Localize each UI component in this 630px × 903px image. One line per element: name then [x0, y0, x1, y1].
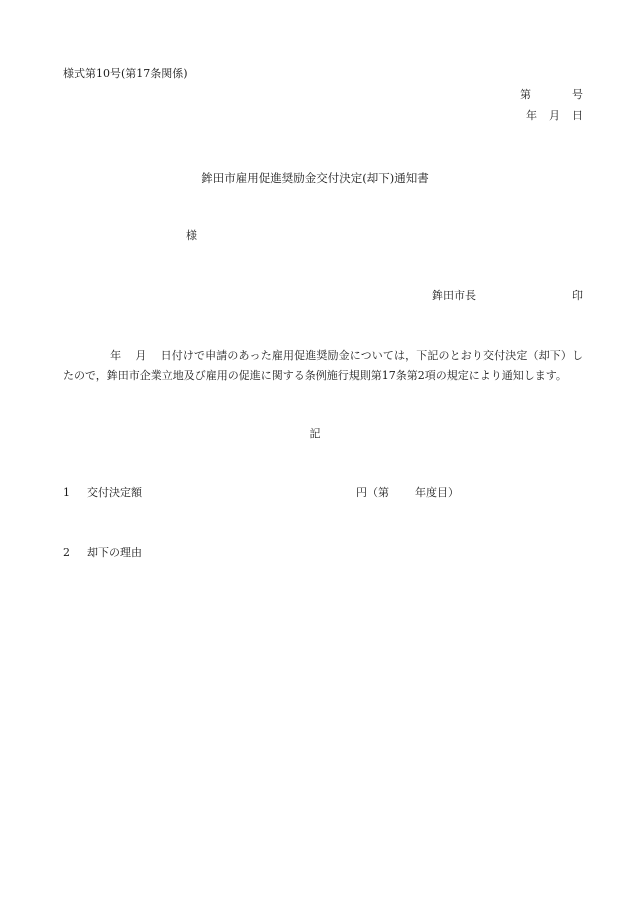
amount-unit-text: 円（第	[356, 486, 389, 499]
body-text: 日付けで申請のあった雇用促進奨励金については，下記のとおり交付決定（却下）したので，鉾田市企業立地及び雇用の促進に関する条例施行規則第17条第2項の規定により通知します。	[63, 349, 584, 382]
document-date	[526, 109, 583, 123]
item-label: 却下の理由	[87, 546, 142, 559]
item-number: 1	[63, 486, 70, 499]
doc-date-month: 月	[549, 109, 560, 122]
fiscal-year-text: 年度目）	[415, 486, 459, 499]
body-date-month: 月	[135, 349, 147, 362]
item-number: 2	[63, 546, 70, 559]
body-date-year: 年	[110, 349, 122, 362]
item-rejection-reason	[63, 546, 142, 560]
doc-number-prefix: 第	[520, 88, 531, 101]
ki-heading: 記	[309, 427, 321, 440]
document-title: 鉾田市雇用促進奨励金交付決定(却下)通知書	[201, 171, 429, 185]
doc-date-year: 年	[526, 109, 537, 122]
recipient-honorific: 様	[186, 229, 197, 242]
sender-name: 鉾田市長	[432, 289, 476, 302]
item-amount	[63, 486, 142, 500]
item-label: 交付決定額	[87, 486, 142, 499]
document-number	[520, 88, 583, 102]
amount-unit	[356, 486, 459, 500]
body-paragraph	[63, 346, 583, 386]
form-number: 様式第10号(第17条関係)	[63, 67, 188, 80]
doc-number-suffix: 号	[572, 88, 583, 101]
doc-date-day: 日	[572, 109, 583, 122]
seal-mark: 印	[572, 289, 583, 302]
sender	[432, 289, 583, 303]
